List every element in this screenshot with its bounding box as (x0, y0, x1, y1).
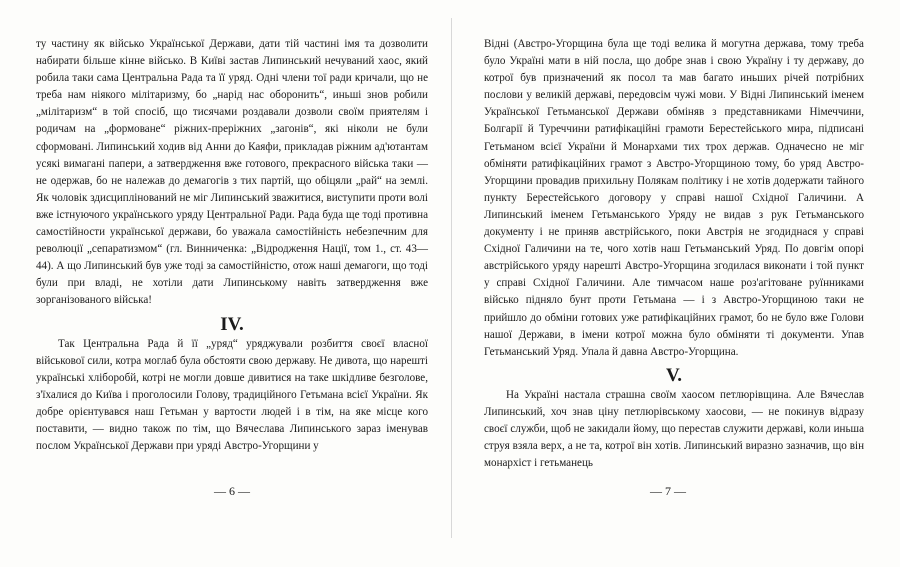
left-page-number: — 6 — (214, 484, 250, 498)
right-page-number: — 7 — (650, 484, 686, 498)
right-paragraph-2: На Україні настала страшна своїм хаосом петлюрівщина. Але Вячеслав Липинський, хоч знав ціну петлюрівському хаосови, — не покинув відразу своєї служби, щоб не закидали йому, що перестав служити державі, коли иньша струя взяла верх, а не та, котрої він хотів. Липинський виразно зазначив, що він монархіст і гетьманець (484, 388, 864, 470)
right-page (484, 36, 864, 472)
section-heading-iv: IV. (220, 313, 244, 335)
page-gutter (451, 18, 452, 538)
left-paragraph-1: ту частину як військо Української Держави, дати тій частині імя та дозволити набирати більше кінне військо. В Київі застав Липинський нечуваний хаос, який робила таки сама Центральна Рада та її уряд. Одні члени тої ради кричали, що не треба нам ніякого мілітаризму, бо „нарід нас оборонить“, иньші знов робили „мілітаризм“ в той спосіб, що тисячами роздавали дозволи своїм приятелям і родичам на „формоване“ ріжних-преріжних „загонів“, які ніколи не були сформовані. Липинський ходив від Анни до Каяфи, прикладав ріжним ад'ютантам усякі вимагані папери, а затвердження вже готового, прекрасного війська таки — не одержав, бо не належав до демагогів з тих партій, що обіцяли „рай“ на землі. Як чоловік здисциплінований не міг Липинський зважитися, виступити проти волі вже істнуючого українського уряду Центральної Ради. Рада буда ще тоді противна самостійности української держави, бо уважала самостійність небезпечним для революції „сепаратизмом“ (гл. Винниченка: „Відродження Нації, том 1., ст. 43—44). А що Липинський був уже тоді за самостійністю, отож наші демагоги, що тоді були при владі, не хотіли дати Липинському навіть затвердження вже зорганізованого війська! (36, 38, 428, 307)
left-page (36, 36, 428, 455)
section-heading-v: V. (665, 364, 683, 386)
left-paragraph-2: Так Центральна Рада й її „уряд“ уряджували розбиття своєї власної військової сили, котра моглаб була обстояти свою державу. Не дивота, що нарешті українські хліборобй, котрі не могли довше дивитися на таке шкідливе безголове, з'їхалися до Київа і проголосили Голову, традиційного Гетьмана всієї України. Як добре орієнтувався наш Гетьман у вартости людей і в тім, на яке місце кого поставити, — видно також по тім, що Вячеслава Липинського зараз іменував послом Української Держави при уряді Австро-Угорщини у (36, 337, 428, 453)
right-paragraph-1: Відні (Австро-Угорщина була ще тоді велика й могутна держава, тому треба було Україні мати в ній посла, що добре знав і свою Україну і ту державу, до котрої був призначений як посол та мав багато иньших річей потрібних послови у великій державі, передовсім чужі мови. У Відні Липинський іменем Української Гетьманської Держави обміняв з представниками Німеччини, Болгарії й Туреччини ратифікаційні грамоти Берестейського мира, підписані Гетьманом всієї України й Монархами тих трох держав. Одначесно не міг обміняти ратифікаційних грамот з Австро-Угорщиною тому, бо уряд Австро-Угорщини провадив прихильну Полякам політику і не хотів додержати тайного пункту Берестейського договору у справі нашої Східної Галичини. А Липинський іменем Гетьманського Уряду не видав з рук Гетьманського документу і не приняв австрійського, поки Австрія не згодиднася у справі Східної Галичини на те, чого хотів наш Гетьманський Уряд. По довгім опорі австрійського уряду нарешті Австро-Угорщина згодилася виконати і той пункт у справі Східної Галичини. Але тимчасом наше роз'агітоване руїнниками військо підняло бунт проти Гетьмана — і з Австро-Угорщиною таки не прийшло до обміни готових уже ратифікаційних грамот, бо не було вже Голови нашої Держави, в імени котрої можна було обміняти ті документи. Упав Гетьманський Уряд. Упала й давна Австро-Угорщина. (484, 38, 864, 358)
